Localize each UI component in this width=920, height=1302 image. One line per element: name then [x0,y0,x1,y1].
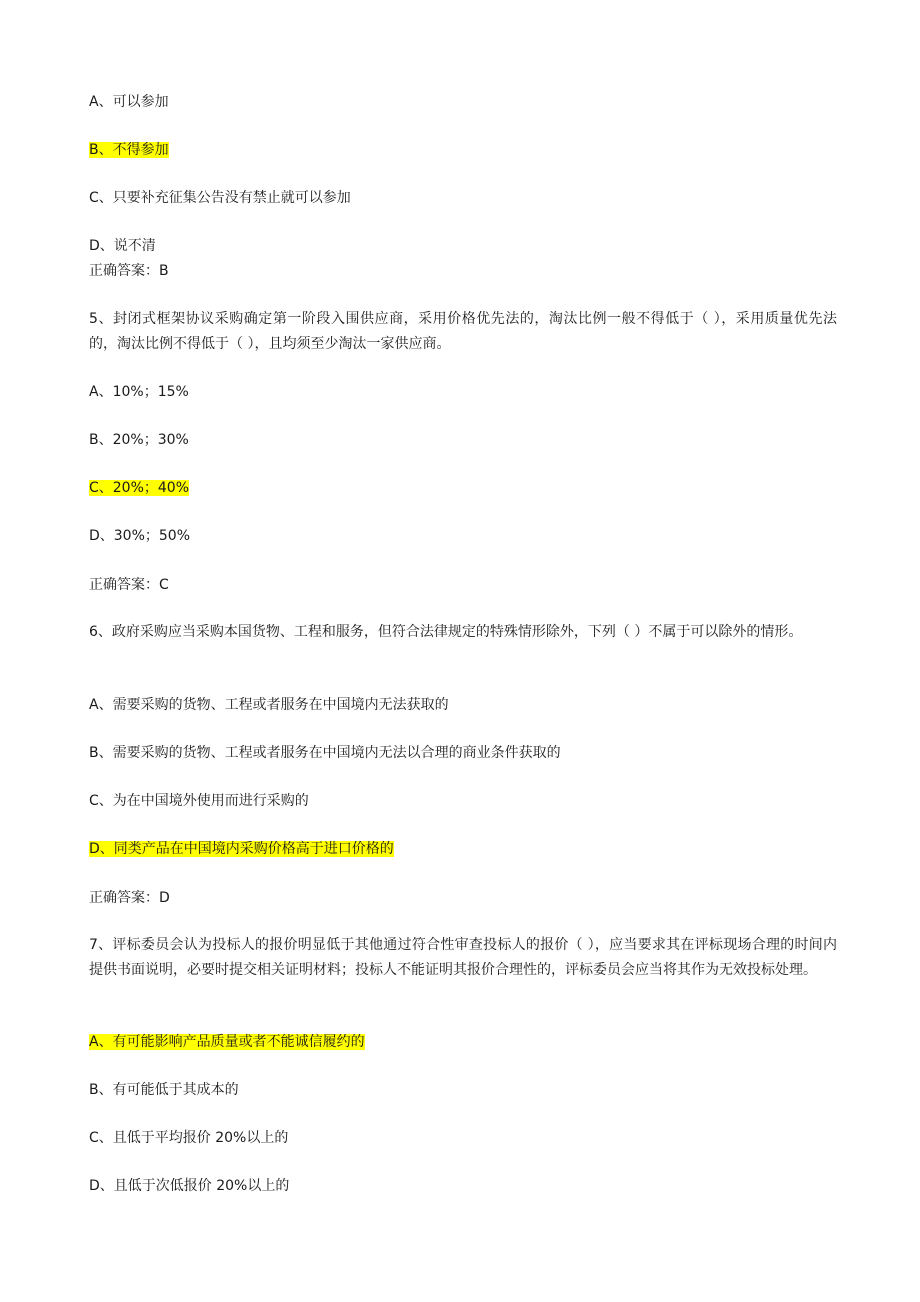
q6-option-b: B、需要采购的货物、工程或者服务在中国境内无法以合理的商业条件获取的 [89,745,561,761]
q7-option-b: B、有可能低于其成本的 [89,1082,239,1098]
q4-option-b-highlight: B、不得参加 [89,142,169,158]
q6-option-d [89,839,394,859]
q5-option-c [89,478,189,498]
q6-option-d-highlight: D、同类产品在中国境内采购价格高于进口价格的 [89,841,394,857]
q4-option-c: C、只要补充征集公告没有禁止就可以参加 [89,190,351,206]
q5-option-c-highlight: C、20%；40% [89,480,190,496]
q7-question: 7、评标委员会认为投标人的报价明显低于其他通过符合性审查投标人的报价（ ），应当要求其在评标现场合理的时间内提供书面说明，必要时提交相关证明材料；投标人不能证明其报价合理性的，评标委员会应当将其作为无效投标处理。 [89,937,837,978]
q5-option-b: B、20%；30% [89,432,189,448]
q4-option-a: A、可以参加 [89,94,169,110]
q6-option-a: A、需要采购的货物、工程或者服务在中国境内无法获取的 [89,697,449,713]
q7-option-a-highlight: A、有可能影响产品质量或者不能诚信履约的 [89,1034,365,1050]
q6-option-c: C、为在中国境外使用而进行采购的 [89,793,309,809]
q7-option-c: C、且低于平均报价 20%以上的 [89,1130,289,1146]
q5-option-a: A、10%；15% [89,384,189,400]
q4-option-b [89,140,169,160]
q7-option-d: D、且低于次低报价 20%以上的 [89,1178,290,1194]
q6-answer: 正确答案：D [89,890,170,906]
q4-option-d: D、说不清 [89,238,156,254]
q4-answer: 正确答案：B [89,263,169,279]
q5-answer: 正确答案：C [89,577,169,593]
q5-question: 5、封闭式框架协议采购确定第一阶段入围供应商，采用价格优先法的，淘汰比例一般不得低于（ ），采用质量优先法的，淘汰比例不得低于（ ），且均须至少淘汰一家供应商。 [89,311,837,352]
q6-question: 6、政府采购应当采购本国货物、工程和服务，但符合法律规定的特殊情形除外，下列（ ）不属于可以除外的情形。 [89,624,803,640]
q7-option-a [89,1032,365,1052]
q5-option-d: D、30%；50% [89,528,191,544]
